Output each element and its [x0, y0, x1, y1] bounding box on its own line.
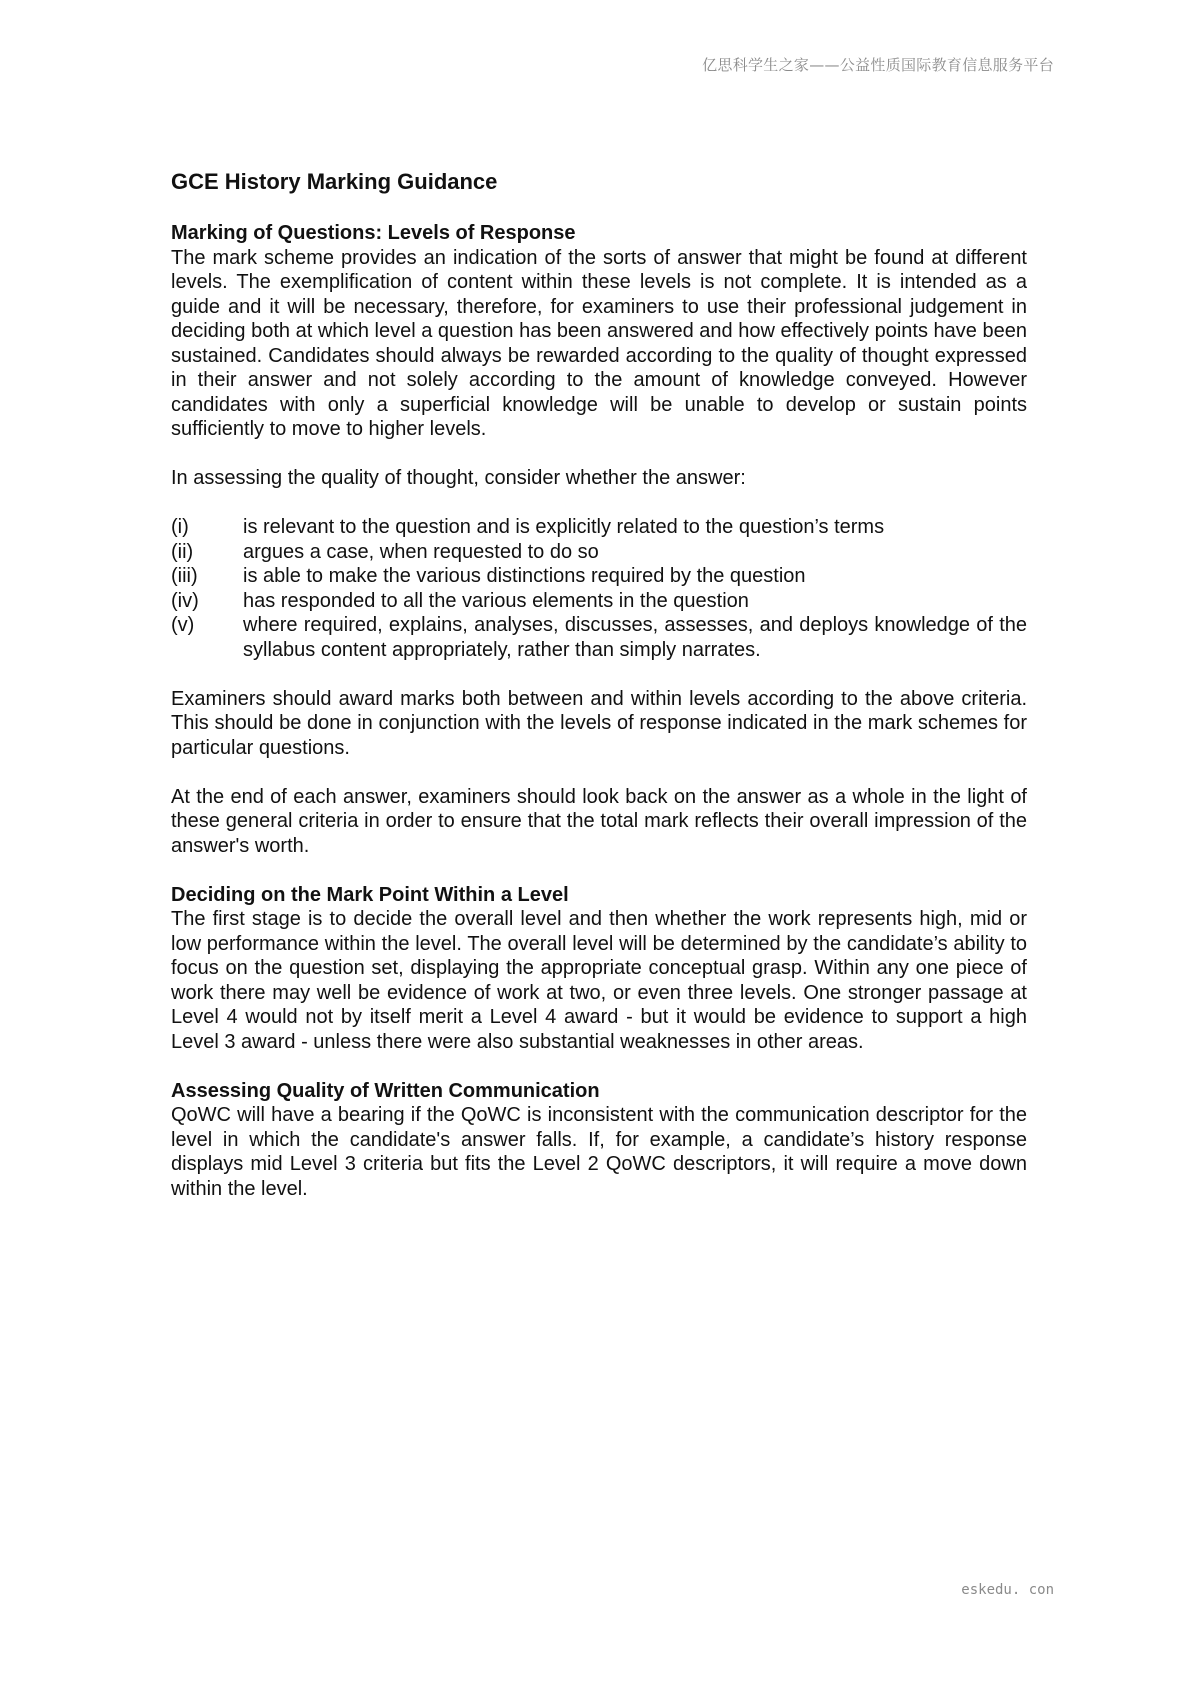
section-paragraph: Examiners should award marks both between and within levels according to the above criteria. This should be done in conjunction with the levels of response indicated in the mark schemes for particular questions.: [171, 687, 1027, 759]
criteria-item: [171, 515, 1027, 540]
document-body: [171, 168, 1027, 1201]
criteria-list: [171, 515, 1027, 662]
criteria-item: [171, 540, 1027, 565]
criteria-item: [171, 613, 1027, 662]
criteria-text: argues a case, when requested to do so: [243, 540, 599, 563]
section-paragraph: At the end of each answer, examiners should look back on the answer as a whole in the light of these general criteria in order to ensure that the total mark reflects their overall impression of the answer's worth.: [171, 785, 1027, 857]
section-heading-mark-point: Deciding on the Mark Point Within a Level: [171, 883, 569, 906]
criteria-text: is able to make the various distinctions required by the question: [243, 565, 806, 587]
section-paragraph: The mark scheme provides an indication of the sorts of answer that might be found at different levels. The exemplification of content within these levels is not complete. It is intended as a guide and it will be necessary, therefore, for examiners to use their professional judgement in deciding both at which level a question has been answered and how effectively points have been sustained. Candidates should always be rewarded according to the quality of thought expressed in their answer and not solely according to the amount of knowledge conveyed. However candidates with only a superficial knowledge will be unable to develop or sustain points sufficiently to move to higher levels.: [171, 246, 1027, 440]
document-title: GCE History Marking Guidance: [171, 169, 498, 194]
criteria-text: is relevant to the question and is explicitly related to the question’s terms: [243, 516, 885, 538]
section-heading-qowc: Assessing Quality of Written Communication: [171, 1079, 600, 1102]
section-heading-levels-of-response: Marking of Questions: Levels of Response: [171, 222, 576, 244]
section-paragraph: The first stage is to decide the overall level and then whether the work represents high, mid or low performance within the level. The overall level will be determined by the candidate’s ability to focus on the question set, displaying the appropriate conceptual grasp. Within any one piece of work there may well be evidence of work at two, or even three levels. One stronger passage at Level 4 would not by itself merit a Level 4 award - but it would be evidence to support a high Level 3 award - unless there were also substantial weaknesses in other areas.: [171, 908, 1027, 1053]
criteria-marker: (ii): [171, 540, 194, 563]
section-paragraph: QoWC will have a bearing if the QoWC is inconsistent with the communication descriptor for the level in which the candidate's answer falls. If, for example, a candidate’s history response displays mid Level 3 criteria but fits the Level 2 QoWC descriptors, it will require a move down within the level.: [171, 1104, 1027, 1200]
criteria-item: [171, 589, 1027, 614]
criteria-marker: (iv): [171, 589, 199, 612]
criteria-text: where required, explains, analyses, discusses, assesses, and deploys knowledge of the syllabus content appropriately, rather than simply narrates.: [243, 614, 1027, 661]
criteria-item: [171, 564, 1027, 589]
criteria-text: has responded to all the various elements in the question: [243, 589, 749, 612]
criteria-marker: (iii): [171, 565, 198, 587]
header-site-note: 亿思科学生之家——公益性质国际教育信息服务平台: [702, 56, 1054, 74]
criteria-marker: (i): [171, 516, 189, 538]
footer-site: eskedu. con: [961, 1582, 1054, 1598]
criteria-intro: In assessing the quality of thought, consider whether the answer:: [171, 467, 746, 489]
criteria-marker: (v): [171, 614, 195, 636]
